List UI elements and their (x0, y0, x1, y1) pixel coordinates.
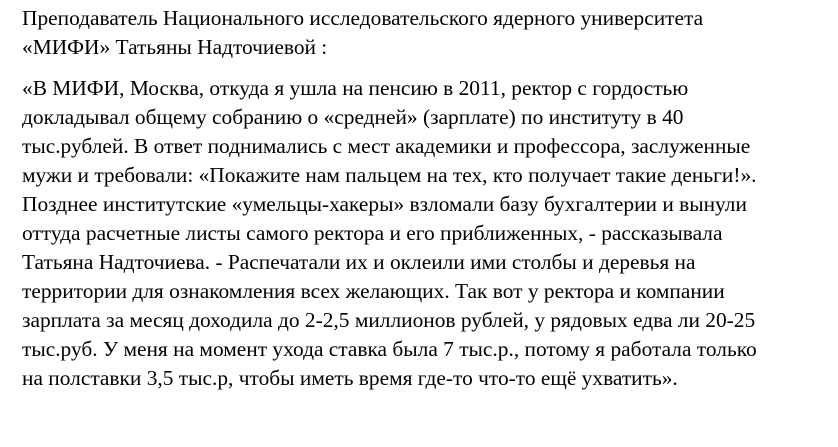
intro-line-1: Преподаватель Национального исследовательского ядерного университета (22, 6, 704, 30)
quote-line-4: мужи и требовали: «Покажите нам пальцем на тех, кто получает такие деньги!». (22, 163, 757, 187)
quote-line-1: «В МИФИ, Москва, откуда я ушла на пенсию в 2011, ректор с гордостью (22, 76, 689, 100)
quote-paragraph (22, 74, 824, 393)
quote-line-5: Позднее институтские «умельцы-хакеры» взломали базу бухгалтерии и вынули (22, 192, 747, 216)
quote-line-2: докладывал общему собранию о «средней» (зарплате) по институту в 40 (22, 105, 684, 129)
intro-paragraph (22, 4, 824, 62)
quote-line-6: оттуда расчетные листы самого ректора и его приближенных, - рассказывала (22, 221, 723, 245)
quote-line-9: зарплата за месяц доходила до 2-2,5 миллионов рублей, у рядовых едва ли 20-25 (22, 308, 756, 332)
intro-line-2: «МИФИ» Татьяны Надточиевой : (22, 35, 328, 59)
paragraph-spacer (22, 62, 824, 74)
quote-line-10: тыс.руб. У меня на момент ухода ставка была 7 тыс.р., потому я работала только (22, 337, 757, 361)
quote-line-3: тыс.рублей. В ответ поднимались с мест академики и профессора, заслуженные (22, 134, 751, 158)
quote-line-8: территории для ознакомления всех желающих. Так вот у ректора и компании (22, 279, 725, 303)
quote-line-7: Татьяна Надточиева. - Распечатали их и оклеили ими столбы и деревья на (22, 250, 696, 274)
quote-line-11: на полставки 3,5 тыс.р, чтобы иметь время где-то что-то ещё ухватить». (22, 366, 678, 390)
